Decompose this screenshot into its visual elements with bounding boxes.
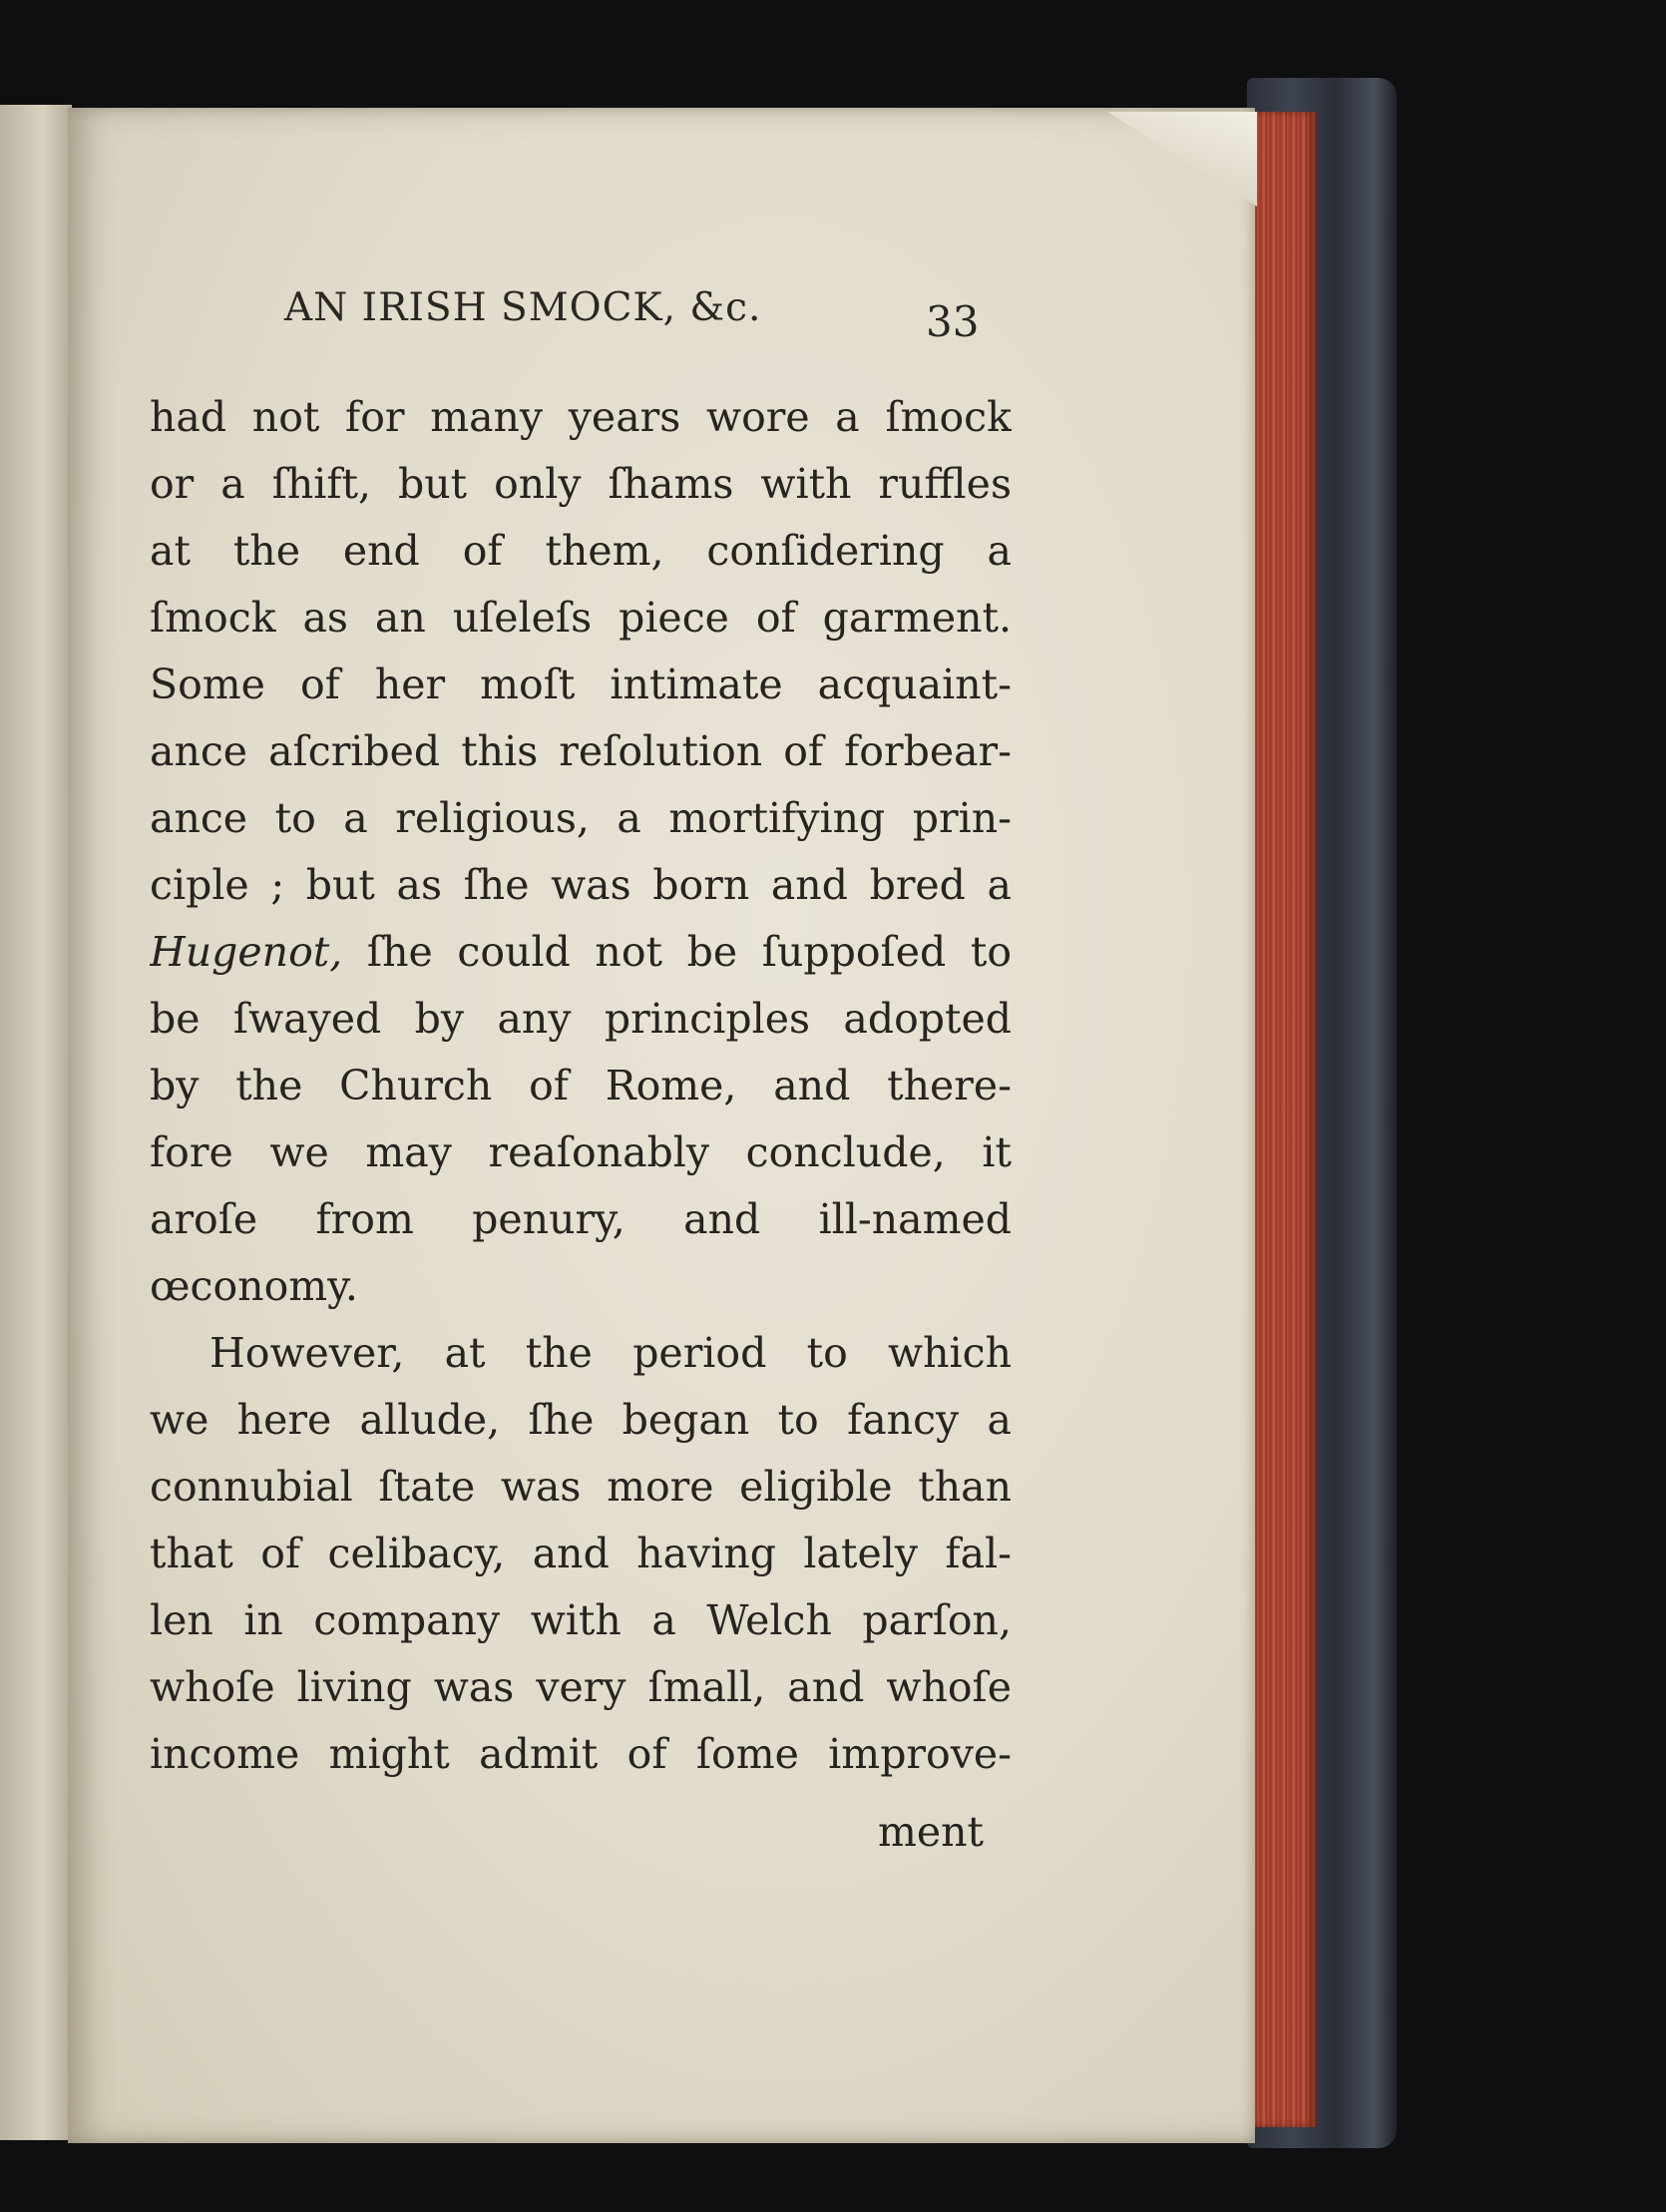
- text-line: connubial ſtate was more eligible than: [150, 1463, 1012, 1511]
- catchword: ment: [878, 1808, 985, 1856]
- text-line: or a ſhift, but only ſhams with ruffles: [150, 460, 1012, 508]
- text-line: len in company with a Welch parſon,: [150, 1596, 1012, 1644]
- text-line: However, at the period to which: [209, 1329, 1012, 1377]
- text-line: Some of her moſt intimate acquaint-: [150, 661, 1012, 708]
- page-edges: [1247, 112, 1317, 2127]
- text-line: aroſe from penury, and ill-named: [150, 1195, 1012, 1243]
- text-line: fore we may reaſonably conclude, it: [150, 1128, 1012, 1176]
- text-line: ſmock as an uſeleſs piece of garment.: [150, 594, 1012, 642]
- text-line: œconomy.: [150, 1262, 358, 1310]
- text-line: had not for many years wore a ſmock: [150, 393, 1012, 441]
- text-line: ance to a religious, a mortifying prin-: [150, 794, 1012, 842]
- text-line: that of celibacy, and having lately fal-: [150, 1530, 1012, 1577]
- text-line: ance aſcribed this reſolution of forbear-: [150, 727, 1012, 775]
- text-line: at the end of them, conſidering a: [150, 527, 1012, 575]
- text-line: we here allude, ſhe began to fancy a: [150, 1396, 1012, 1444]
- text-line: income might admit of ſome improve-: [150, 1730, 1012, 1778]
- text-line: whoſe living was very ſmall, and whoſe: [150, 1663, 1012, 1711]
- text-line-italic: [150, 919, 1012, 986]
- italic-word: Hugenot,: [150, 928, 343, 976]
- text-line: ciple ; but as ſhe was born and bred a: [150, 861, 1012, 909]
- body-text: [150, 384, 1012, 1788]
- text-line-rest: ſhe could not be ſuppoſed to: [366, 928, 1012, 976]
- text-line: be ſwayed by any principles adopted: [150, 995, 1012, 1043]
- text-line: by the Church of Rome, and there-: [150, 1062, 1012, 1109]
- left-page-sliver: [0, 105, 72, 2140]
- page-number: 33: [926, 297, 980, 346]
- running-head: AN IRISH SMOCK, &c.: [284, 285, 762, 330]
